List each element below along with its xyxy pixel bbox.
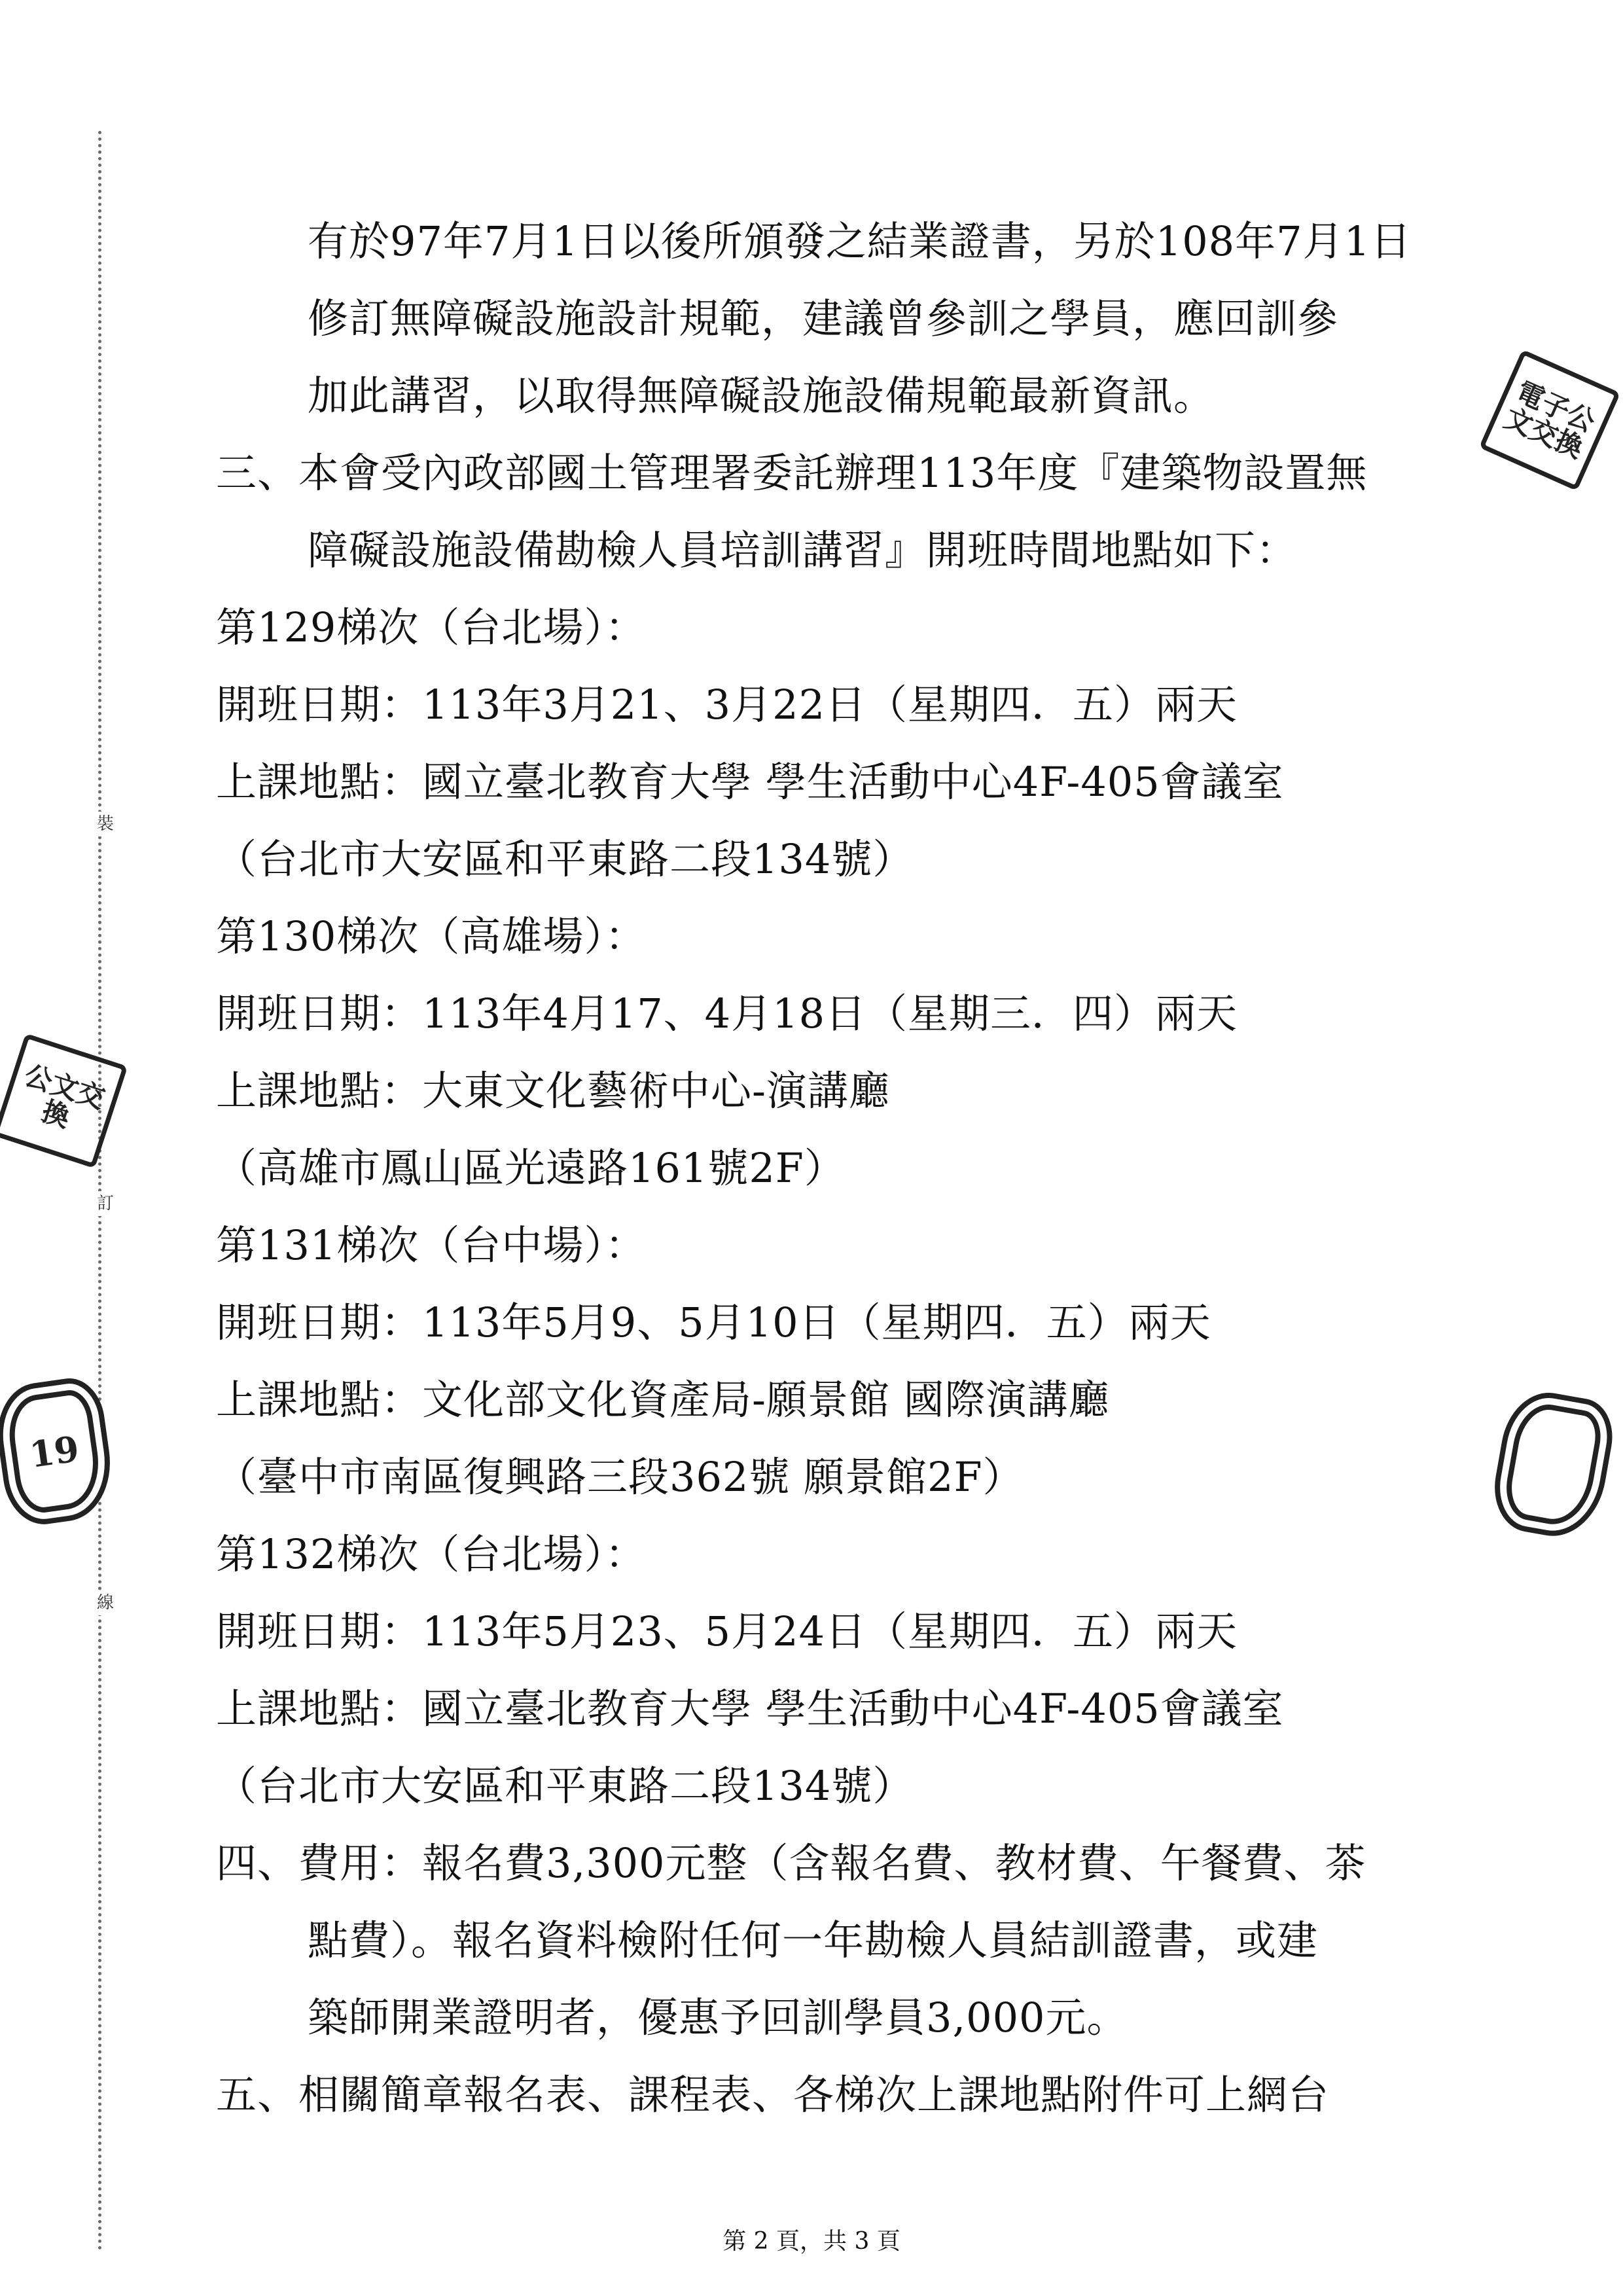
session-130-date: 開班日期：113年4月17、4月18日（星期三．四）兩天 [216, 990, 1238, 1037]
session-129-title: 第129梯次（台北場）： [216, 603, 647, 651]
session-130-title: 第130梯次（高雄場）： [216, 912, 647, 960]
session-130-venue: 上課地點：大東文化藝術中心-演講廳 [216, 1067, 890, 1115]
session-131-venue: 上課地點：文化部文化資產局-願景館 國際演講廳 [216, 1376, 1110, 1424]
intro-line-2: 修訂無障礙設施設計規範，建議曾參訓之學員，應回訓參 [308, 295, 1339, 342]
item4-line-3: 築師開業證明者，優惠予回訓學員3,000元。 [308, 1994, 1128, 2041]
binding-char-top: 裝 [97, 812, 114, 836]
session-129-date: 開班日期：113年3月21、3月22日（星期四．五）兩天 [216, 681, 1238, 728]
session-129-address: （台北市大安區和平東路二段134號） [216, 835, 914, 883]
item4-line-1: 四、費用：報名費3,300元整（含報名費、教材費、午餐費、茶 [216, 1839, 1366, 1887]
session-131-date: 開班日期：113年5月9、5月10日（星期四．五）兩天 [216, 1299, 1211, 1346]
exchange-seal-left: 公文交換 [0, 1033, 128, 1169]
session-132-date: 開班日期：113年5月23、5月24日（星期四．五）兩天 [216, 1607, 1238, 1655]
session-131-title: 第131梯次（台中場）： [216, 1221, 647, 1269]
item3-line-1: 三、本會受內政部國土管理署委託辦理113年度『建築物設置無 [216, 449, 1368, 497]
session-132-address: （台北市大安區和平東路二段134號） [216, 1762, 914, 1810]
binding-char-mid: 訂 [97, 1191, 114, 1216]
page-footer: 第 2 頁，共 3 頁 [722, 2228, 901, 2255]
item4-line-2: 點費）。報名資料檢附任何一年勘檢人員結訓證書，或建 [308, 1916, 1319, 1964]
session-132-venue: 上課地點：國立臺北教育大學 學生活動中心4F-405會議室 [216, 1685, 1284, 1732]
intro-line-1: 有於97年7月1日以後所頒發之結業證書，另於108年7月1日 [308, 217, 1412, 265]
session-129-venue: 上課地點：國立臺北教育大學 學生活動中心4F-405會議室 [216, 758, 1284, 806]
session-130-address: （高雄市鳳山區光遠路161號2F） [216, 1144, 846, 1192]
session-131-address: （臺中市南區復興路三段362號 願景館2F） [216, 1453, 1024, 1501]
intro-line-3: 加此講習，以取得無障礙設施設備規範最新資訊。 [308, 372, 1215, 420]
item5-line-1: 五、相關簡章報名表、課程表、各梯次上課地點附件可上網台 [216, 2071, 1330, 2119]
exchange-seal-right: 電子公文交換 [1479, 350, 1621, 492]
perforation-seal-left: 19 [0, 1374, 118, 1529]
perforation-seal-right [1488, 1386, 1619, 1544]
binding-char-bottom: 線 [97, 1590, 114, 1615]
session-132-title: 第132梯次（台北場）： [216, 1530, 647, 1578]
item3-line-2: 障礙設施設備勘檢人員培訓講習』開班時間地點如下： [308, 526, 1298, 574]
